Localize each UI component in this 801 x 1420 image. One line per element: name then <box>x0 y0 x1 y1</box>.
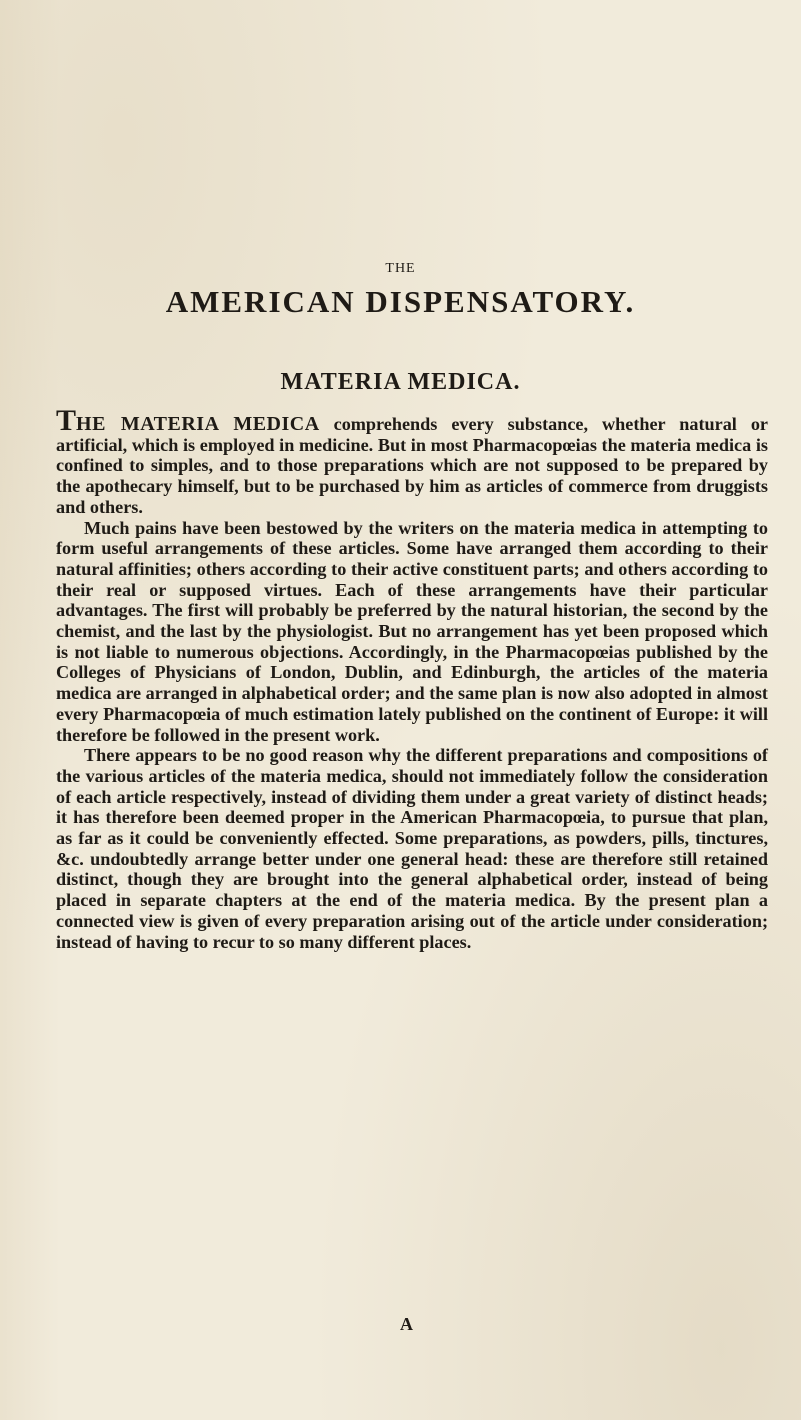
signature-mark: A <box>400 1314 413 1334</box>
body-text <box>56 404 768 952</box>
book-title: AMERICAN DISPENSATORY. <box>165 284 636 319</box>
paragraph-1-text: comprehends every substance, whether natural or artificial, which is employed in medicine. But in most Pharmacopœias the materia medica is confined to simples, and to those preparations which are not supposed to be prepared by the apothecary himself, but to be purchased by him as articles of commerce from druggists and others. <box>56 414 768 517</box>
header-the: THE <box>385 261 416 276</box>
drop-cap: T <box>56 404 77 437</box>
paragraph-2: Much pains have been bestowed by the writers on the materia medica in attempting to form useful arrangements of these articles. Some have arranged them according to their natural affinities; others according to their active constituent parts; and others according to their real or supposed virtues. Each of these arrangements have their particular advantages. The first will probably be preferred by the natural historian, the second by the chemist, and the last by the physiologist. But no arrangement has yet been proposed which is not liable to numerous objections. Accordingly, in the Pharmacopœias published by the Colleges of Physicians of London, Dublin, and Edinburgh, the articles of the materia medica are arranged in alphabetical order; and the same plan is now also adopted in almost every Pharmacopœia of much estimation lately published on the continent of Europe: it will therefore be followed in the present work. <box>56 517 768 745</box>
section-title: MATERIA MEDICA. <box>280 369 521 395</box>
paragraph-3: There appears to be no good reason why the different preparations and compositions of the various articles of the materia medica, should not immediately follow the consideration of each article respectively, instead of dividing them under a great variety of distinct heads; it has therefore been deemed proper in the American Pharmacopœia, to pursue that plan, as far as it could be conveniently effected. Some preparations, as powders, pills, tinctures, &c. undoubtedly arrange better under one general head: these are therefore still retained distinct, though they are brought into the general alphabetical order, instead of being placed in separate chapters at the end of the materia medica. By the present plan a connected view is given of every preparation arising out of the article under consideration; instead of having to recur to so many different places. <box>56 745 768 952</box>
paragraph-1 <box>56 404 768 518</box>
lead-words: HE MATERIA MEDICA <box>76 413 320 435</box>
